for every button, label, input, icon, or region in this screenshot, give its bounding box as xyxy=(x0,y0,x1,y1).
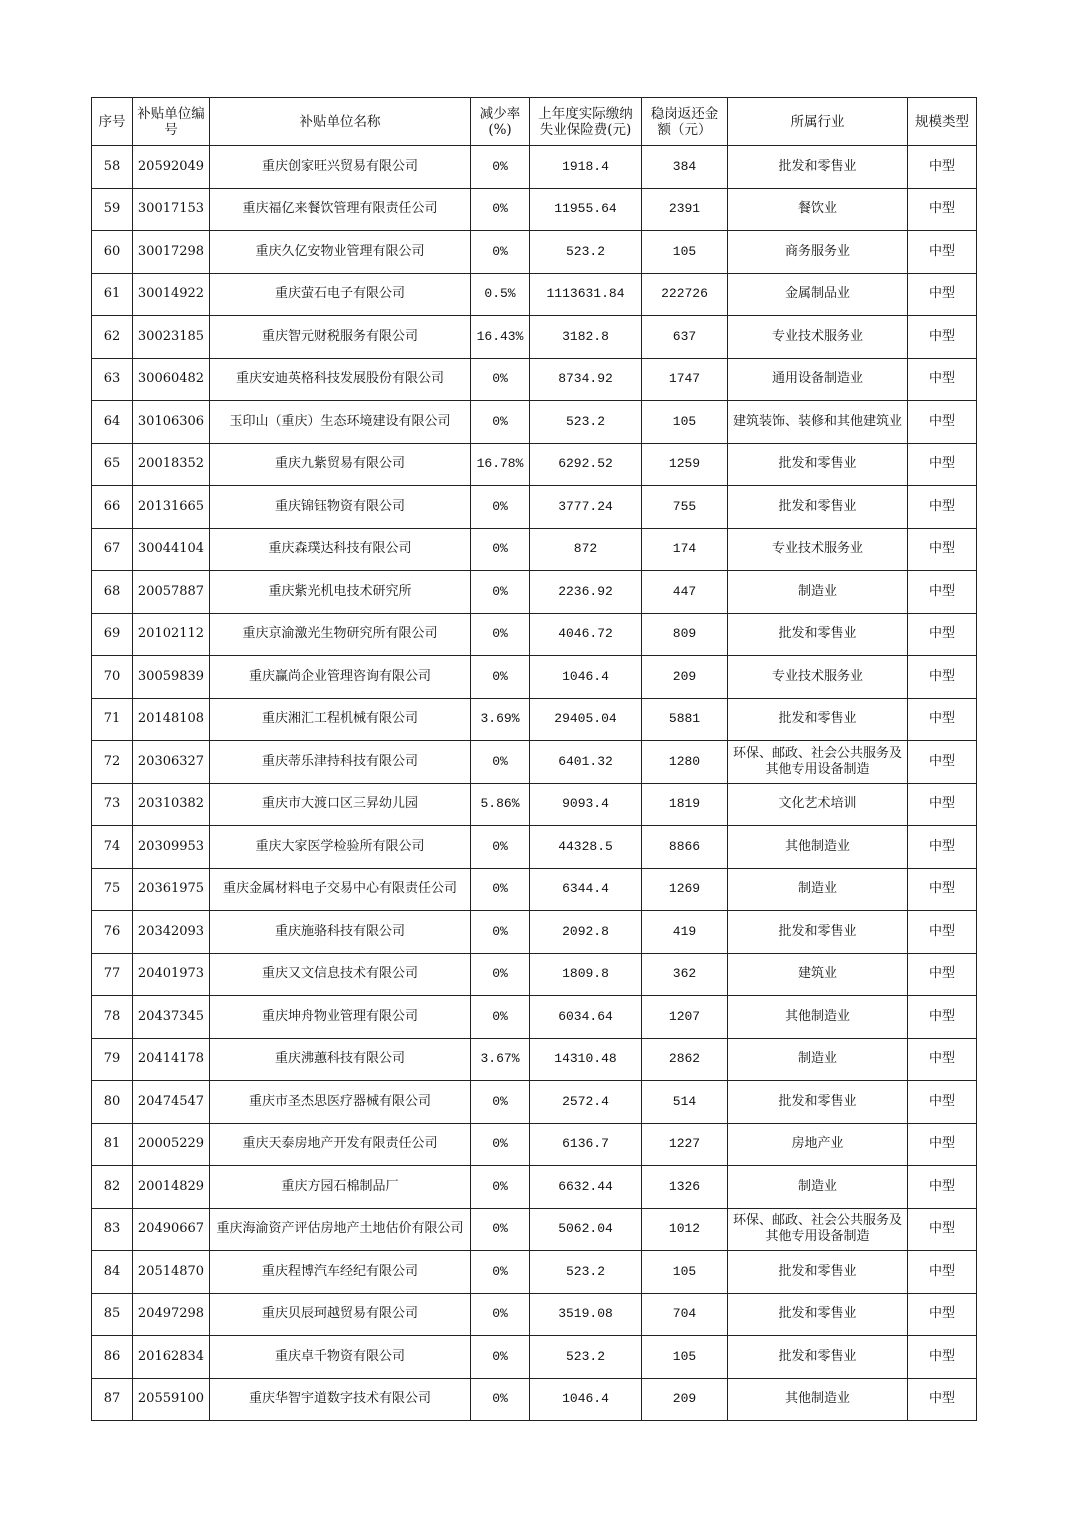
table-body xyxy=(92,146,977,1421)
cell-name: 玉印山（重庆）生态环境建设有限公司 xyxy=(210,401,471,444)
cell-refund: 1326 xyxy=(642,1166,728,1209)
cell-rate: 0% xyxy=(471,486,530,529)
cell-code: 20005229 xyxy=(133,1123,210,1166)
cell-refund: 2391 xyxy=(642,188,728,231)
cell-name: 重庆紫光机电技术研究所 xyxy=(210,571,471,614)
cell-refund: 8866 xyxy=(642,826,728,869)
header-refund: 稳岗返还金额（元） xyxy=(642,98,728,146)
cell-fee: 1046.4 xyxy=(530,656,642,699)
cell-scale: 中型 xyxy=(908,1166,977,1209)
cell-rate: 0% xyxy=(471,146,530,189)
cell-rate: 0% xyxy=(471,656,530,699)
cell-industry: 批发和零售业 xyxy=(728,1336,908,1379)
table-row xyxy=(92,826,977,869)
cell-seq: 70 xyxy=(92,656,133,699)
cell-seq: 82 xyxy=(92,1166,133,1209)
cell-code: 20592049 xyxy=(133,146,210,189)
cell-seq: 65 xyxy=(92,443,133,486)
cell-seq: 66 xyxy=(92,486,133,529)
cell-name: 重庆卓千物资有限公司 xyxy=(210,1336,471,1379)
table-row xyxy=(92,1208,977,1251)
cell-code: 20057887 xyxy=(133,571,210,614)
cell-name: 重庆福亿来餐饮管理有限责任公司 xyxy=(210,188,471,231)
cell-name: 重庆海渝资产评估房地产土地估价有限公司 xyxy=(210,1208,471,1251)
cell-refund: 419 xyxy=(642,911,728,954)
table-row xyxy=(92,1251,977,1294)
cell-rate: 0% xyxy=(471,571,530,614)
cell-rate: 0% xyxy=(471,741,530,784)
cell-industry: 批发和零售业 xyxy=(728,486,908,529)
cell-industry: 制造业 xyxy=(728,1038,908,1081)
cell-name: 重庆九紫贸易有限公司 xyxy=(210,443,471,486)
cell-scale: 中型 xyxy=(908,1251,977,1294)
cell-scale: 中型 xyxy=(908,1208,977,1251)
cell-name: 重庆森璞达科技有限公司 xyxy=(210,528,471,571)
cell-refund: 209 xyxy=(642,1378,728,1421)
cell-code: 20497298 xyxy=(133,1293,210,1336)
cell-refund: 105 xyxy=(642,231,728,274)
cell-industry: 其他制造业 xyxy=(728,1378,908,1421)
cell-refund: 362 xyxy=(642,953,728,996)
cell-scale: 中型 xyxy=(908,996,977,1039)
cell-name: 重庆京渝激光生物研究所有限公司 xyxy=(210,613,471,656)
cell-seq: 76 xyxy=(92,911,133,954)
cell-name: 重庆大家医学检验所有限公司 xyxy=(210,826,471,869)
cell-refund: 1747 xyxy=(642,358,728,401)
cell-scale: 中型 xyxy=(908,443,977,486)
cell-rate: 0% xyxy=(471,996,530,1039)
cell-seq: 86 xyxy=(92,1336,133,1379)
cell-rate: 0% xyxy=(471,868,530,911)
cell-seq: 62 xyxy=(92,316,133,359)
cell-rate: 16.43% xyxy=(471,316,530,359)
cell-fee: 3182.8 xyxy=(530,316,642,359)
cell-name: 重庆蒂乐津持科技有限公司 xyxy=(210,741,471,784)
table-row xyxy=(92,358,977,401)
cell-refund: 105 xyxy=(642,401,728,444)
cell-name: 重庆市圣杰思医疗器械有限公司 xyxy=(210,1081,471,1124)
cell-industry: 批发和零售业 xyxy=(728,911,908,954)
cell-seq: 64 xyxy=(92,401,133,444)
cell-seq: 69 xyxy=(92,613,133,656)
cell-refund: 1012 xyxy=(642,1208,728,1251)
cell-scale: 中型 xyxy=(908,1081,977,1124)
cell-scale: 中型 xyxy=(908,146,977,189)
cell-seq: 68 xyxy=(92,571,133,614)
cell-refund: 209 xyxy=(642,656,728,699)
cell-scale: 中型 xyxy=(908,273,977,316)
cell-refund: 1269 xyxy=(642,868,728,911)
cell-scale: 中型 xyxy=(908,1378,977,1421)
cell-seq: 61 xyxy=(92,273,133,316)
cell-rate: 0% xyxy=(471,1251,530,1294)
cell-scale: 中型 xyxy=(908,911,977,954)
table-row xyxy=(92,1038,977,1081)
cell-scale: 中型 xyxy=(908,1123,977,1166)
header-rate: 减少率(%) xyxy=(471,98,530,146)
cell-industry: 批发和零售业 xyxy=(728,613,908,656)
cell-rate: 0% xyxy=(471,613,530,656)
cell-refund: 514 xyxy=(642,1081,728,1124)
cell-scale: 中型 xyxy=(908,783,977,826)
header-code: 补贴单位编号 xyxy=(133,98,210,146)
header-row xyxy=(92,98,977,146)
cell-rate: 3.69% xyxy=(471,698,530,741)
cell-seq: 67 xyxy=(92,528,133,571)
cell-code: 20414178 xyxy=(133,1038,210,1081)
cell-scale: 中型 xyxy=(908,868,977,911)
cell-refund: 2862 xyxy=(642,1038,728,1081)
cell-code: 20131665 xyxy=(133,486,210,529)
cell-code: 30017298 xyxy=(133,231,210,274)
cell-code: 30060482 xyxy=(133,358,210,401)
table-row xyxy=(92,443,977,486)
table-row xyxy=(92,911,977,954)
cell-industry: 环保、邮政、社会公共服务及其他专用设备制造 xyxy=(728,741,908,784)
cell-fee: 5062.04 xyxy=(530,1208,642,1251)
cell-seq: 75 xyxy=(92,868,133,911)
cell-code: 20162834 xyxy=(133,1336,210,1379)
cell-seq: 87 xyxy=(92,1378,133,1421)
header-name: 补贴单位名称 xyxy=(210,98,471,146)
cell-code: 30017153 xyxy=(133,188,210,231)
cell-rate: 0% xyxy=(471,1378,530,1421)
cell-rate: 0% xyxy=(471,1208,530,1251)
table-row xyxy=(92,613,977,656)
cell-rate: 0% xyxy=(471,358,530,401)
cell-fee: 6292.52 xyxy=(530,443,642,486)
cell-name: 重庆创家旺兴贸易有限公司 xyxy=(210,146,471,189)
cell-scale: 中型 xyxy=(908,528,977,571)
subsidy-table xyxy=(91,97,977,1421)
cell-seq: 77 xyxy=(92,953,133,996)
cell-industry: 环保、邮政、社会公共服务及其他专用设备制造 xyxy=(728,1208,908,1251)
cell-rate: 0% xyxy=(471,231,530,274)
cell-industry: 金属制品业 xyxy=(728,273,908,316)
cell-fee: 3519.08 xyxy=(530,1293,642,1336)
cell-fee: 2236.92 xyxy=(530,571,642,614)
cell-name: 重庆天泰房地产开发有限责任公司 xyxy=(210,1123,471,1166)
cell-fee: 523.2 xyxy=(530,401,642,444)
cell-rate: 0% xyxy=(471,401,530,444)
cell-scale: 中型 xyxy=(908,741,977,784)
cell-code: 30059839 xyxy=(133,656,210,699)
cell-seq: 60 xyxy=(92,231,133,274)
cell-scale: 中型 xyxy=(908,316,977,359)
table-row xyxy=(92,273,977,316)
cell-fee: 872 xyxy=(530,528,642,571)
cell-industry: 制造业 xyxy=(728,868,908,911)
cell-industry: 制造业 xyxy=(728,1166,908,1209)
cell-industry: 商务服务业 xyxy=(728,231,908,274)
cell-rate: 0% xyxy=(471,1336,530,1379)
table-row xyxy=(92,656,977,699)
cell-scale: 中型 xyxy=(908,613,977,656)
cell-industry: 餐饮业 xyxy=(728,188,908,231)
cell-name: 重庆湘汇工程机械有限公司 xyxy=(210,698,471,741)
table-row xyxy=(92,953,977,996)
cell-scale: 中型 xyxy=(908,358,977,401)
cell-seq: 58 xyxy=(92,146,133,189)
cell-refund: 755 xyxy=(642,486,728,529)
cell-scale: 中型 xyxy=(908,486,977,529)
cell-scale: 中型 xyxy=(908,826,977,869)
cell-fee: 6136.7 xyxy=(530,1123,642,1166)
cell-fee: 6344.4 xyxy=(530,868,642,911)
cell-code: 20309953 xyxy=(133,826,210,869)
cell-fee: 29405.04 xyxy=(530,698,642,741)
cell-code: 20474547 xyxy=(133,1081,210,1124)
cell-refund: 1819 xyxy=(642,783,728,826)
cell-name: 重庆萤石电子有限公司 xyxy=(210,273,471,316)
cell-refund: 222726 xyxy=(642,273,728,316)
cell-name: 重庆市大渡口区三昇幼儿园 xyxy=(210,783,471,826)
cell-fee: 14310.48 xyxy=(530,1038,642,1081)
cell-scale: 中型 xyxy=(908,698,977,741)
cell-industry: 其他制造业 xyxy=(728,826,908,869)
cell-industry: 房地产业 xyxy=(728,1123,908,1166)
cell-seq: 73 xyxy=(92,783,133,826)
cell-name: 重庆坤舟物业管理有限公司 xyxy=(210,996,471,1039)
cell-code: 20490667 xyxy=(133,1208,210,1251)
cell-rate: 16.78% xyxy=(471,443,530,486)
cell-seq: 81 xyxy=(92,1123,133,1166)
cell-refund: 105 xyxy=(642,1336,728,1379)
cell-fee: 3777.24 xyxy=(530,486,642,529)
cell-rate: 0% xyxy=(471,1123,530,1166)
cell-code: 30014922 xyxy=(133,273,210,316)
table-row xyxy=(92,146,977,189)
cell-refund: 1207 xyxy=(642,996,728,1039)
cell-fee: 8734.92 xyxy=(530,358,642,401)
cell-refund: 1259 xyxy=(642,443,728,486)
table-row xyxy=(92,1166,977,1209)
cell-code: 30044104 xyxy=(133,528,210,571)
cell-rate: 0% xyxy=(471,953,530,996)
cell-name: 重庆安迪英格科技发展股份有限公司 xyxy=(210,358,471,401)
cell-scale: 中型 xyxy=(908,231,977,274)
header-fee: 上年度实际缴纳失业保险费(元) xyxy=(530,98,642,146)
cell-code: 20306327 xyxy=(133,741,210,784)
cell-industry: 建筑装饰、装修和其他建筑业 xyxy=(728,401,908,444)
table-row xyxy=(92,698,977,741)
table-row xyxy=(92,996,977,1039)
cell-industry: 批发和零售业 xyxy=(728,146,908,189)
cell-refund: 1280 xyxy=(642,741,728,784)
cell-name: 重庆沸蕙科技有限公司 xyxy=(210,1038,471,1081)
cell-rate: 0.5% xyxy=(471,273,530,316)
cell-industry: 专业技术服务业 xyxy=(728,528,908,571)
cell-industry: 批发和零售业 xyxy=(728,1293,908,1336)
table-row xyxy=(92,741,977,784)
cell-seq: 63 xyxy=(92,358,133,401)
cell-scale: 中型 xyxy=(908,401,977,444)
cell-industry: 其他制造业 xyxy=(728,996,908,1039)
cell-fee: 523.2 xyxy=(530,231,642,274)
cell-industry: 专业技术服务业 xyxy=(728,316,908,359)
header-industry: 所属行业 xyxy=(728,98,908,146)
cell-code: 20514870 xyxy=(133,1251,210,1294)
cell-refund: 637 xyxy=(642,316,728,359)
cell-refund: 704 xyxy=(642,1293,728,1336)
cell-name: 重庆久亿安物业管理有限公司 xyxy=(210,231,471,274)
cell-fee: 11955.64 xyxy=(530,188,642,231)
table-row xyxy=(92,1081,977,1124)
cell-code: 30106306 xyxy=(133,401,210,444)
table-row xyxy=(92,528,977,571)
cell-industry: 批发和零售业 xyxy=(728,443,908,486)
cell-name: 重庆贝辰珂越贸易有限公司 xyxy=(210,1293,471,1336)
cell-refund: 447 xyxy=(642,571,728,614)
cell-fee: 2572.4 xyxy=(530,1081,642,1124)
cell-code: 20401973 xyxy=(133,953,210,996)
cell-seq: 84 xyxy=(92,1251,133,1294)
cell-fee: 44328.5 xyxy=(530,826,642,869)
cell-name: 重庆赢尚企业管理咨询有限公司 xyxy=(210,656,471,699)
cell-refund: 1227 xyxy=(642,1123,728,1166)
cell-name: 重庆施骆科技有限公司 xyxy=(210,911,471,954)
table-row xyxy=(92,231,977,274)
cell-code: 20559100 xyxy=(133,1378,210,1421)
cell-code: 20148108 xyxy=(133,698,210,741)
cell-rate: 0% xyxy=(471,528,530,571)
cell-industry: 通用设备制造业 xyxy=(728,358,908,401)
cell-name: 重庆智元财税服务有限公司 xyxy=(210,316,471,359)
cell-fee: 1809.8 xyxy=(530,953,642,996)
cell-fee: 2092.8 xyxy=(530,911,642,954)
cell-industry: 制造业 xyxy=(728,571,908,614)
table-row xyxy=(92,188,977,231)
table-row xyxy=(92,1378,977,1421)
cell-code: 20310382 xyxy=(133,783,210,826)
cell-fee: 4046.72 xyxy=(530,613,642,656)
cell-fee: 6632.44 xyxy=(530,1166,642,1209)
cell-fee: 523.2 xyxy=(530,1251,642,1294)
cell-fee: 1046.4 xyxy=(530,1378,642,1421)
cell-seq: 72 xyxy=(92,741,133,784)
cell-scale: 中型 xyxy=(908,1336,977,1379)
cell-refund: 384 xyxy=(642,146,728,189)
cell-name: 重庆程博汽车经纪有限公司 xyxy=(210,1251,471,1294)
table-row xyxy=(92,571,977,614)
cell-scale: 中型 xyxy=(908,571,977,614)
cell-code: 20014829 xyxy=(133,1166,210,1209)
cell-industry: 专业技术服务业 xyxy=(728,656,908,699)
cell-code: 20102112 xyxy=(133,613,210,656)
table-row xyxy=(92,486,977,529)
cell-seq: 78 xyxy=(92,996,133,1039)
table-row xyxy=(92,783,977,826)
cell-rate: 0% xyxy=(471,1166,530,1209)
cell-code: 20361975 xyxy=(133,868,210,911)
cell-fee: 1918.4 xyxy=(530,146,642,189)
cell-code: 20437345 xyxy=(133,996,210,1039)
cell-industry: 批发和零售业 xyxy=(728,1251,908,1294)
cell-seq: 59 xyxy=(92,188,133,231)
cell-seq: 74 xyxy=(92,826,133,869)
cell-refund: 174 xyxy=(642,528,728,571)
cell-refund: 809 xyxy=(642,613,728,656)
table-row xyxy=(92,316,977,359)
header-seq: 序号 xyxy=(92,98,133,146)
cell-fee: 6034.64 xyxy=(530,996,642,1039)
header-scale: 规模类型 xyxy=(908,98,977,146)
cell-name: 重庆方园石棉制品厂 xyxy=(210,1166,471,1209)
cell-code: 20018352 xyxy=(133,443,210,486)
cell-rate: 0% xyxy=(471,826,530,869)
cell-rate: 0% xyxy=(471,1081,530,1124)
cell-seq: 71 xyxy=(92,698,133,741)
cell-seq: 79 xyxy=(92,1038,133,1081)
cell-rate: 0% xyxy=(471,911,530,954)
cell-rate: 0% xyxy=(471,1293,530,1336)
table-row xyxy=(92,1336,977,1379)
cell-scale: 中型 xyxy=(908,188,977,231)
cell-scale: 中型 xyxy=(908,953,977,996)
cell-rate: 5.86% xyxy=(471,783,530,826)
cell-refund: 5881 xyxy=(642,698,728,741)
table-row xyxy=(92,1293,977,1336)
cell-name: 重庆华智宇道数字技术有限公司 xyxy=(210,1378,471,1421)
cell-seq: 83 xyxy=(92,1208,133,1251)
cell-seq: 85 xyxy=(92,1293,133,1336)
table-row xyxy=(92,868,977,911)
cell-rate: 3.67% xyxy=(471,1038,530,1081)
cell-scale: 中型 xyxy=(908,1038,977,1081)
cell-fee: 6401.32 xyxy=(530,741,642,784)
cell-refund: 105 xyxy=(642,1251,728,1294)
cell-code: 20342093 xyxy=(133,911,210,954)
table-row xyxy=(92,1123,977,1166)
cell-seq: 80 xyxy=(92,1081,133,1124)
cell-name: 重庆又文信息技术有限公司 xyxy=(210,953,471,996)
cell-fee: 1113631.84 xyxy=(530,273,642,316)
cell-name: 重庆金属材料电子交易中心有限责任公司 xyxy=(210,868,471,911)
cell-fee: 9093.4 xyxy=(530,783,642,826)
cell-name: 重庆锦钰物资有限公司 xyxy=(210,486,471,529)
cell-scale: 中型 xyxy=(908,1293,977,1336)
cell-industry: 建筑业 xyxy=(728,953,908,996)
cell-code: 30023185 xyxy=(133,316,210,359)
cell-scale: 中型 xyxy=(908,656,977,699)
cell-industry: 批发和零售业 xyxy=(728,1081,908,1124)
cell-industry: 批发和零售业 xyxy=(728,698,908,741)
cell-industry: 文化艺术培训 xyxy=(728,783,908,826)
cell-fee: 523.2 xyxy=(530,1336,642,1379)
cell-rate: 0% xyxy=(471,188,530,231)
table-row xyxy=(92,401,977,444)
